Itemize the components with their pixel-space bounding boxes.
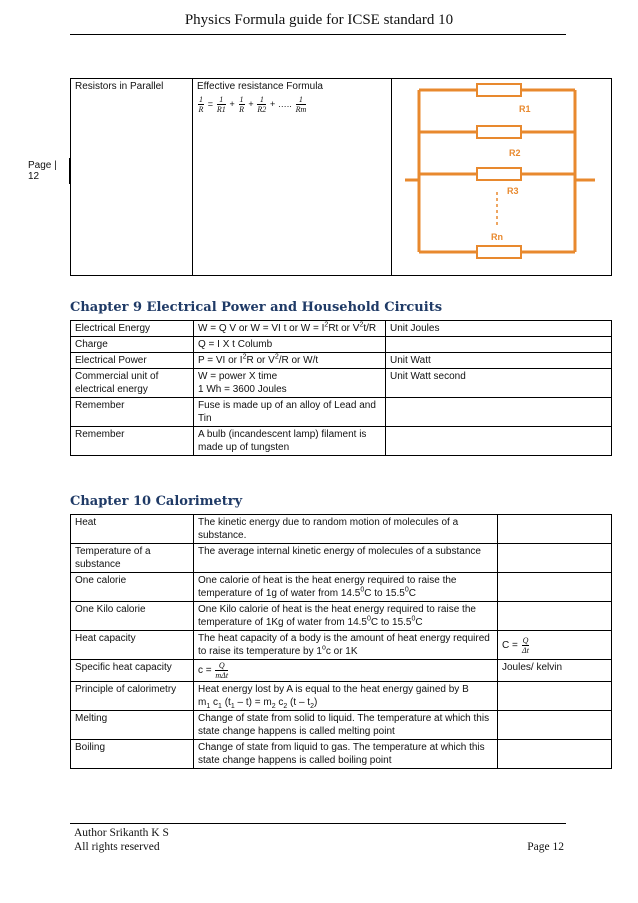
table-row xyxy=(71,740,612,769)
cell-label: Remember xyxy=(71,427,194,456)
cell-definition: One Kilo calorie of heat is the heat energy required to raise the temperature of 1Kg of water from 14.5$^0$C to 15.5$^0$C xyxy=(194,602,498,631)
cell-formula: P = VI or $I^2R$ or $V^2/R$ or W/t xyxy=(194,353,386,369)
resistor-r2-body xyxy=(477,126,521,138)
cell-label: Specific heat capacity xyxy=(71,660,194,682)
table-row xyxy=(71,682,612,711)
label-r3: R3 xyxy=(507,186,519,196)
cell-extra xyxy=(498,544,612,573)
resistor-rn-body xyxy=(477,246,521,258)
fraction: $\frac{1}{R1}$ xyxy=(216,95,226,114)
cell-unit: Unit Joules xyxy=(386,321,612,337)
table-row xyxy=(71,602,612,631)
table-row xyxy=(71,544,612,573)
fraction: $\frac{1}{Rm}$ xyxy=(295,95,307,114)
cell-extra xyxy=(498,711,612,740)
cell-extra xyxy=(498,682,612,711)
cell-definition: Change of state from solid to liquid. The temperature at which this state change happens is called melting point xyxy=(194,711,498,740)
footer-author: Author Srikanth K S xyxy=(74,827,169,839)
fraction: $\frac{1}{R}$ xyxy=(198,95,204,114)
cell-label: Electrical Power xyxy=(71,353,194,369)
cell-label: Commercial unit of electrical energy xyxy=(71,369,194,398)
cell-unit: Unit Watt xyxy=(386,353,612,369)
chapter9-table xyxy=(70,320,612,456)
table-row xyxy=(71,398,612,427)
table-row xyxy=(71,337,612,353)
formula-prefix: c = xyxy=(198,665,212,677)
resistor-table xyxy=(70,78,612,276)
footer-rights: All rights reserved xyxy=(74,841,160,853)
cell-definition: The average internal kinetic energy of molecules of a substance xyxy=(194,544,498,573)
table-row xyxy=(71,660,612,682)
parallel-resistor-diagram xyxy=(399,80,604,262)
cell-definition: Change of state from liquid to gas. The temperature at which this state change happens is called boiling point xyxy=(194,740,498,769)
cell-definition: Heat energy lost by A is equal to the heat energy gained by B $m_1$ $c_1$ $(t_1 - t) = m_2$ $c_2$ $(t - t_2)$ xyxy=(194,682,498,711)
footer-page-number: Page 12 xyxy=(527,841,564,853)
label-r2: R2 xyxy=(509,148,521,158)
cell-extra xyxy=(498,602,612,631)
cell-extra xyxy=(498,631,612,660)
cell-formula: A bulb (incandescent lamp) filament is made up of tungsten xyxy=(194,427,386,456)
table-row xyxy=(71,79,612,276)
table-row xyxy=(71,631,612,660)
table-row xyxy=(71,515,612,544)
cell-extra xyxy=(498,515,612,544)
resistor-formula-cell xyxy=(193,79,392,276)
table-row xyxy=(71,353,612,369)
table-row xyxy=(71,573,612,602)
cell-label: One Kilo calorie xyxy=(71,602,194,631)
cell-extra xyxy=(498,740,612,769)
cell-definition: The kinetic energy due to random motion of molecules of a substance. xyxy=(194,515,498,544)
cell-formula: Q = I X t Columb xyxy=(194,337,386,353)
cell-label: Heat xyxy=(71,515,194,544)
fraction: $\frac{1}{R}$ xyxy=(239,95,244,114)
resistor-diagram-cell xyxy=(392,79,612,276)
cell-label: Principle of calorimetry xyxy=(71,682,194,711)
cell-unit: Unit Watt second xyxy=(386,369,612,398)
table-row xyxy=(71,427,612,456)
footer-rule xyxy=(70,823,566,824)
side-page-label xyxy=(0,158,70,184)
cell-formula: W = Q V or W = VI t or $W = I^2Rt$ or $V^2t/R$ xyxy=(194,321,386,337)
chapter10-table xyxy=(70,514,612,769)
cell-label: One calorie xyxy=(71,573,194,602)
cell-unit xyxy=(386,337,612,353)
page-header-title: Physics Formula guide for ICSE standard 10 xyxy=(184,12,454,28)
resistor-formula-title: Effective resistance Formula xyxy=(197,81,323,92)
cell-label: Melting xyxy=(71,711,194,740)
table-row xyxy=(71,321,612,337)
cell-extra xyxy=(498,573,612,602)
table-row xyxy=(71,711,612,740)
header-rule xyxy=(70,34,566,35)
side-page-text: Page | 12 xyxy=(28,160,57,182)
fraction: $\frac{1}{R2}$ xyxy=(257,95,267,114)
cell-definition: One calorie of heat is the heat energy required to raise the temperature of 1g of water from 14.5$^0$C to 15.5$^0$C xyxy=(194,573,498,602)
table-row xyxy=(71,369,612,398)
chapter10-heading: Chapter 10 Calorimetry xyxy=(70,494,243,509)
cell-label: Remember xyxy=(71,398,194,427)
cell-label: Temperature of a substance xyxy=(71,544,194,573)
formula-line: 1 Wh = 3600 Joules xyxy=(198,384,287,395)
cell-label: Boiling xyxy=(71,740,194,769)
cell-extra: Joules/ kelvin xyxy=(498,660,612,682)
cell-label: Charge xyxy=(71,337,194,353)
label-rn: Rn xyxy=(491,232,503,242)
cell-formula: Fuse is made up of an alloy of Lead and Tin xyxy=(194,398,386,427)
cell-label: Heat capacity xyxy=(71,631,194,660)
fraction: $\frac{Q}{\text{mΔt}}$ xyxy=(215,661,229,680)
resistor-r3-body xyxy=(477,168,521,180)
cell-definition xyxy=(194,660,498,682)
formula-prefix: C = xyxy=(502,639,518,651)
cell-unit xyxy=(386,398,612,427)
chapter9-heading: Chapter 9 Electrical Power and Household Circuits xyxy=(70,300,443,315)
resistor-formula: $\frac{1}{R}$ = $\frac{1}{R1}$ + $\frac{1}{R}$ + $\frac{1}{R2}$ + ….. $\frac{1}{Rm}$ xyxy=(198,95,307,114)
cell-formula xyxy=(194,369,386,398)
cell-label: Electrical Energy xyxy=(71,321,194,337)
cell-unit xyxy=(386,427,612,456)
formula-line: W = power X time xyxy=(198,371,278,382)
resistor-r1-body xyxy=(477,84,521,96)
fraction: $\frac{Q}{\Delta t}$ xyxy=(522,635,529,655)
label-r1: R1 xyxy=(519,104,531,114)
resistor-label: Resistors in Parallel xyxy=(71,79,193,276)
cell-definition: The heat capacity of a body is the amount of heat energy required to raise its temperature by 1$^o$c or 1K xyxy=(194,631,498,660)
page-footer xyxy=(74,826,564,854)
